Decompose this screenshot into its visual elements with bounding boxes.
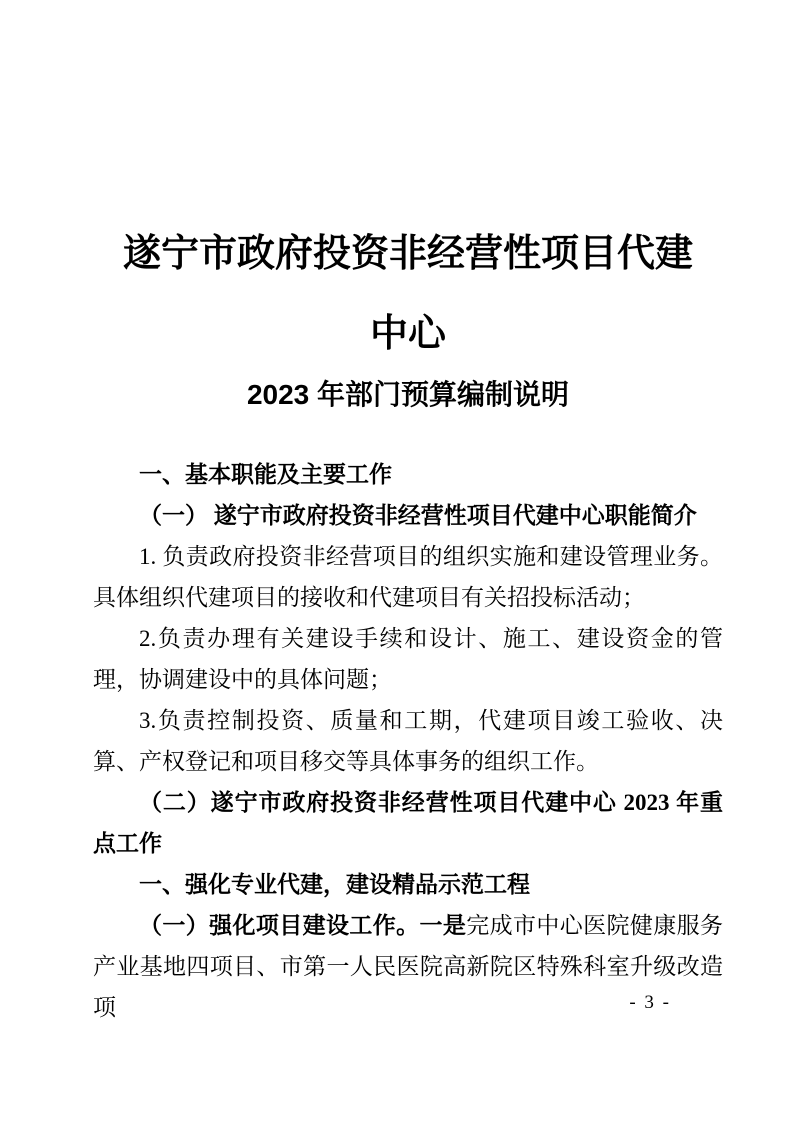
page-number: - 3 - [629,992,671,1013]
document-title-line-1: 遂宁市政府投资非经营性项目代建 [122,233,693,275]
heading-strengthen-professional-daijian: 一、强化专业代建，建设精品示范工程 [139,871,530,897]
paragraph-regular-continuation: 完成市中心医院健康服务产业基地四项目、市第一人民医院高新院区特殊科室升级改造项 [93,913,723,1020]
paragraph-bold-lead: （一）强化项目建设工作。一是 [139,913,467,938]
heading-basic-functions: 一、基本职能及主要工作 [139,461,392,487]
document-body [93,454,723,1028]
document-subtitle: 2023 年部门预算编制说明 [246,379,570,410]
heading-key-work-2023: （二）遂宁市政府投资非经营性项目代建中心 2023 年重点工作 [93,790,723,856]
paragraph-duty-2: 2.负责办理有关建设手续和设计、施工、建设资金的管理，协调建设中的具体问题； [93,626,723,692]
document-title [93,214,723,374]
paragraph-duty-1: 1. 负责政府投资非经营项目的组织实施和建设管理业务。具体组织代建项目的接收和代建项目有关招投标活动； [93,544,723,610]
document-title-line-2: 中心 [369,313,446,355]
heading-center-intro: （一） 遂宁市政府投资非经营性项目代建中心职能简介 [139,503,697,528]
paragraph-duty-3: 3.负责控制投资、质量和工期，代建项目竣工验收、决算、产权登记和项目移交等具体事务的组织工作。 [93,708,723,774]
